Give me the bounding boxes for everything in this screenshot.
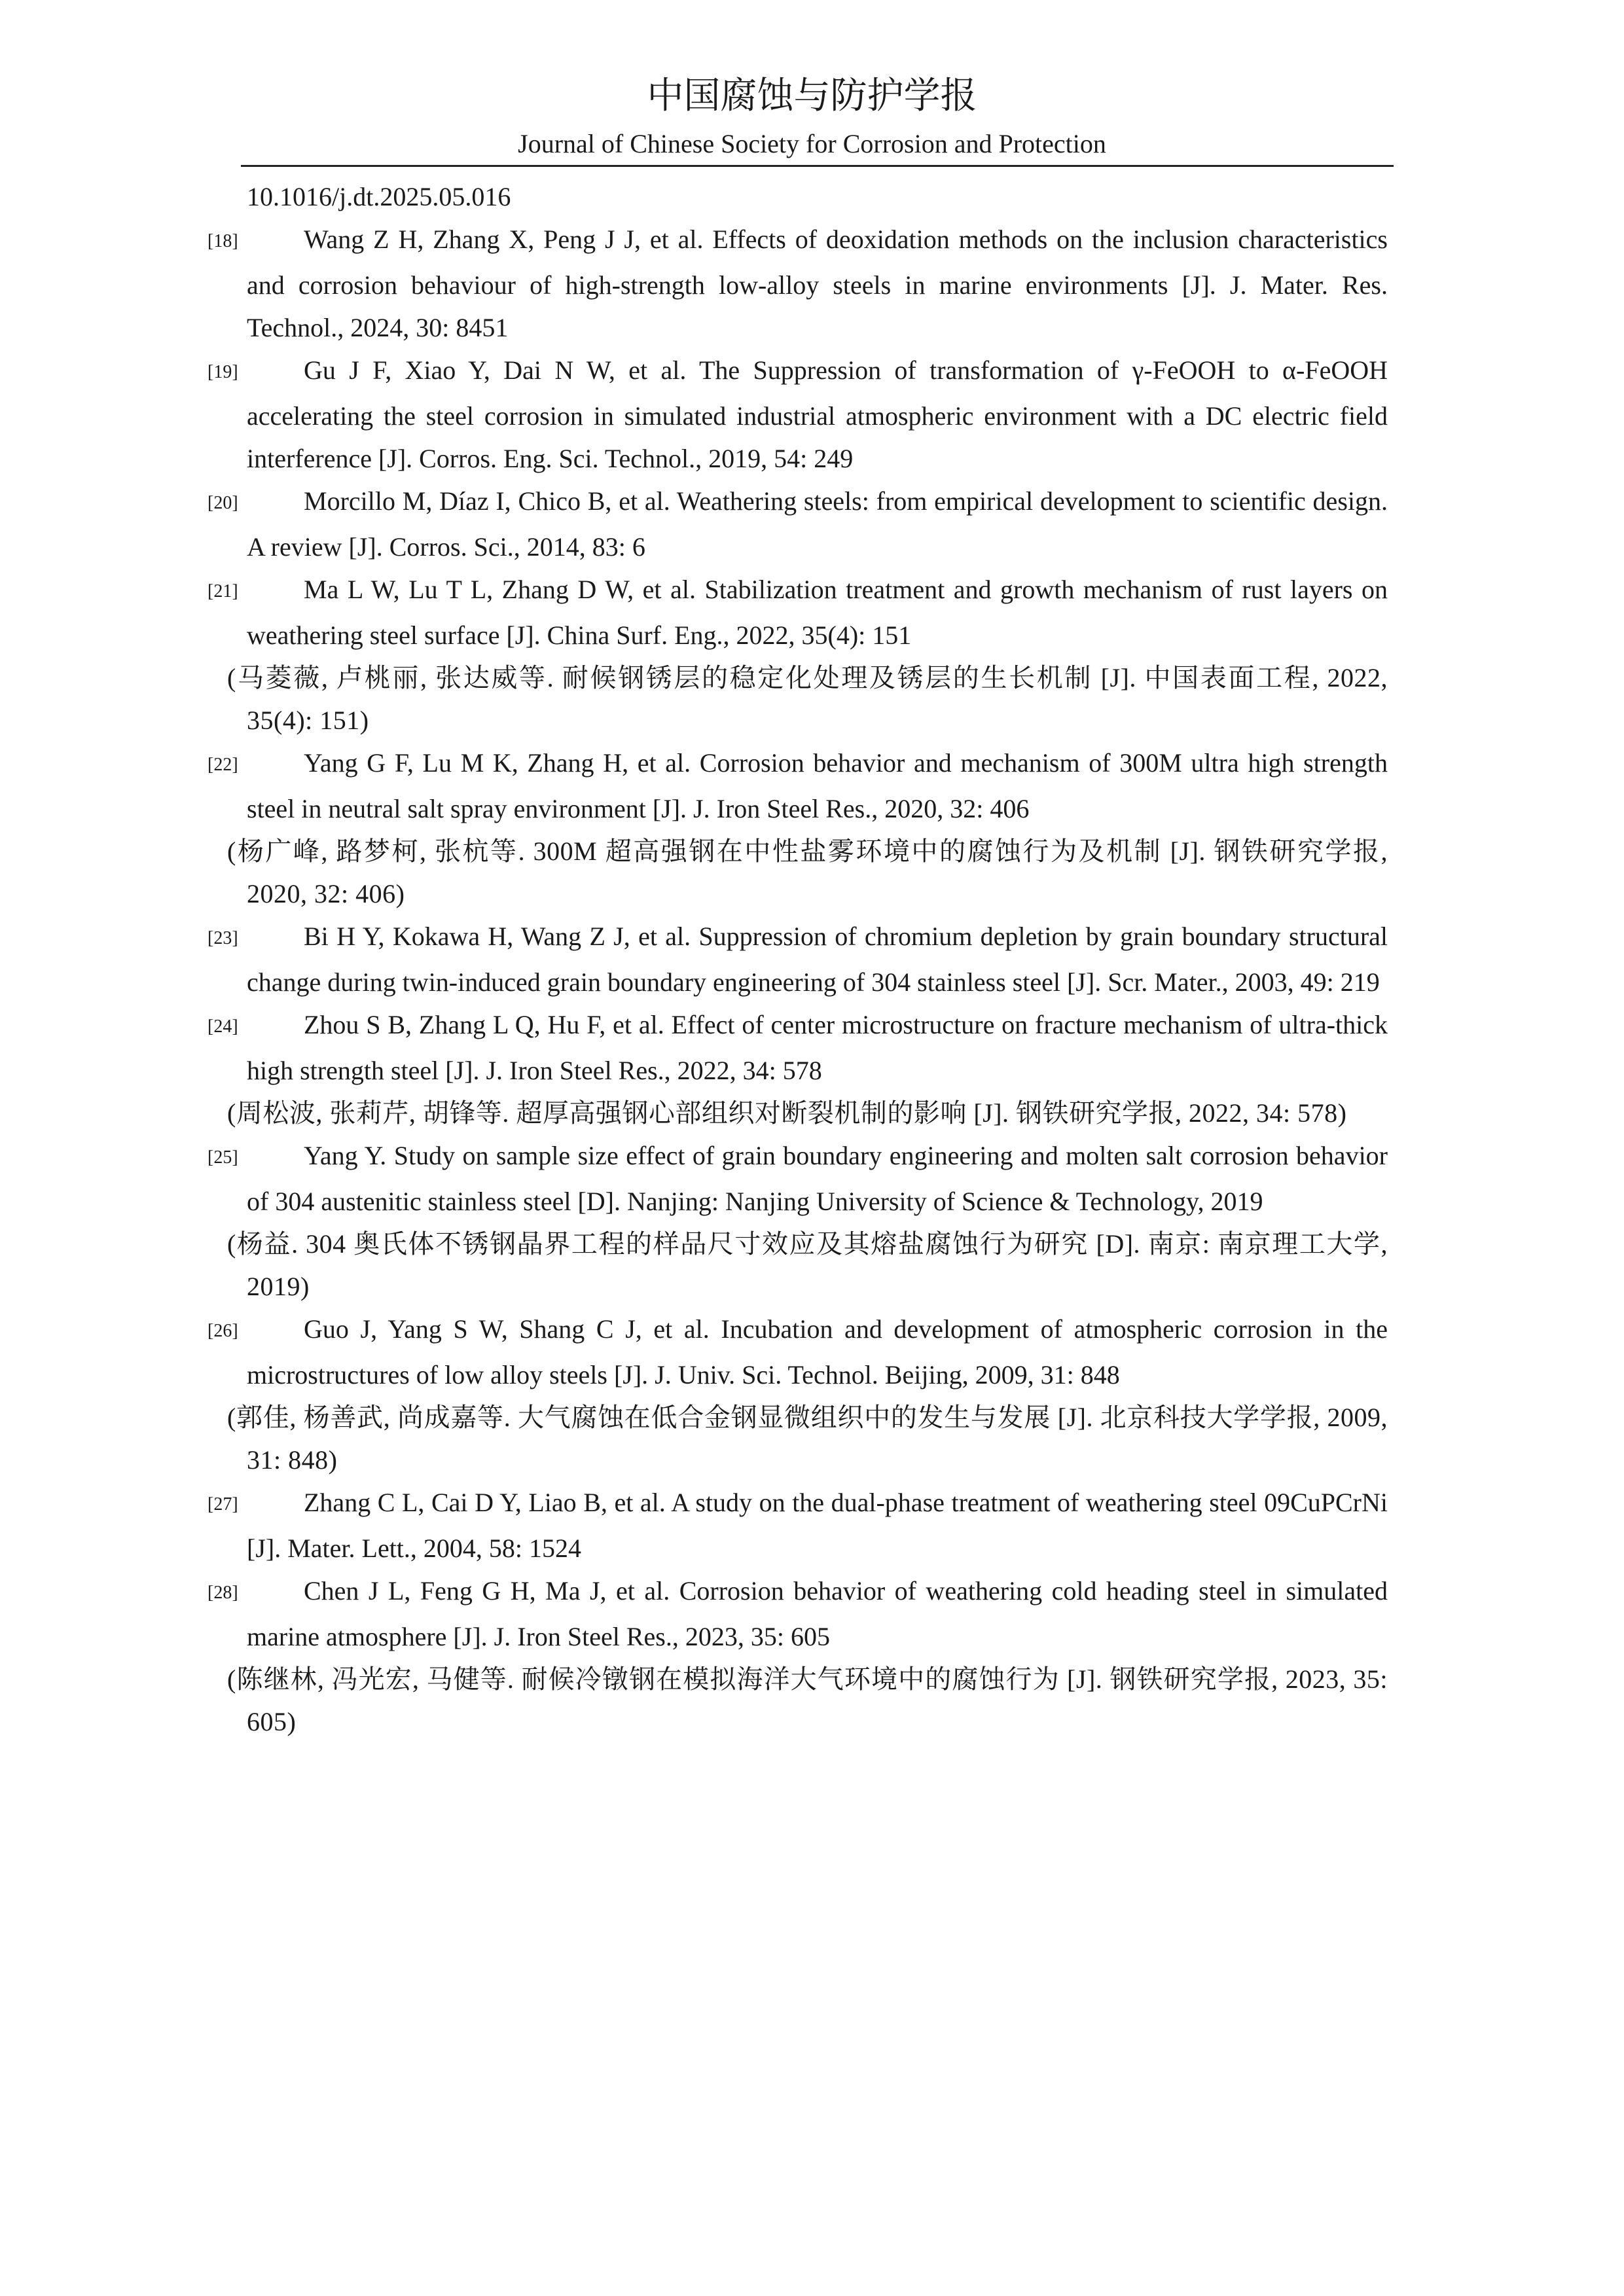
- header-divider: [241, 165, 1394, 167]
- reference-text: Wang Z H, Zhang X, Peng J J, et al. Effects of deoxidation methods on the inclusion characteristics and corrosion behaviour of high-strength low-alloy steels in marine environments [J]. J. Mater. Res. Technol., 2024, 30: 8451: [247, 224, 1388, 342]
- reference-number: [27]: [208, 1494, 238, 1515]
- reference-entry: [208, 568, 1388, 656]
- reference-text: Bi H Y, Kokawa H, Wang Z J, et al. Suppression of chromium depletion by grain boundary structural change during twin-induced grain boundary engineering of 304 stainless steel [J]. Scr. Mater., 2003, 49: 219: [247, 922, 1388, 997]
- reference-text: Morcillo M, Díaz I, Chico B, et al. Weathering steels: from empirical development to scientific design. A review [J]. Corros. Sci., 2014, 83: 6: [247, 486, 1388, 562]
- reference-entry: [208, 1481, 1388, 1570]
- reference-entry: [208, 915, 1388, 1003]
- reference-translation-cn: (周松波, 张莉芹, 胡锋等. 超厚高强钢心部组织对断裂机制的影响 [J]. 钢铁研究学报, 2022, 34: 578): [227, 1098, 1347, 1128]
- reference-number: [22]: [208, 755, 238, 775]
- reference-text: Zhang C L, Cai D Y, Liao B, et al. A study on the dual-phase treatment of weathering steel 09CuPCrNi [J]. Mater. Lett., 2004, 58: 1524: [247, 1488, 1388, 1563]
- reference-text: Yang Y. Study on sample size effect of grain boundary engineering and molten salt corrosion behavior of 304 austenitic stainless steel [D]. Nanjing: Nanjing University of Science & Technology, 2019: [247, 1141, 1388, 1216]
- reference-number: [19]: [208, 362, 238, 382]
- reference-number: [28]: [208, 1583, 238, 1603]
- reference-text: Gu J F, Xiao Y, Dai N W, et al. The Suppression of transformation of γ-FeOOH to α-FeOOH accelerating the steel corrosion in simulated industrial atmospheric environment with a DC electric field interference [J]. Corros. Eng. Sci. Technol., 2019, 54: 249: [247, 355, 1388, 473]
- reference-text: Zhou S B, Zhang L Q, Hu F, et al. Effect of center microstructure on fracture mechanism of ultra-thick high strength steel [J]. J. Iron Steel Res., 2022, 34: 578: [247, 1010, 1388, 1085]
- reference-number: [24]: [208, 1016, 238, 1037]
- reference-entries: [208, 218, 1388, 1743]
- reference-translation-cn: (马菱薇, 卢桃丽, 张达威等. 耐候钢锈层的稳定化处理及锈层的生长机制 [J]. 中国表面工程, 2022, 35(4): 151): [227, 663, 1388, 735]
- reference-entry: [208, 742, 1388, 830]
- reference-list: [208, 175, 1388, 1743]
- reference-translation-cn: (郭佳, 杨善武, 尚成嘉等. 大气腐蚀在低合金钢显微组织中的发生与发展 [J]. 北京科技大学学报, 2009, 31: 848): [227, 1403, 1388, 1475]
- reference-text: Ma L W, Lu T L, Zhang D W, et al. Stabilization treatment and growth mechanism of rust layers on weathering steel surface [J]. China Surf. Eng., 2022, 35(4): 151: [247, 575, 1388, 650]
- reference-number: [20]: [208, 493, 238, 513]
- reference-entry: [208, 1308, 1388, 1396]
- reference-translation-cn: (杨广峰, 路梦柯, 张杭等. 300M 超高强钢在中性盐雾环境中的腐蚀行为及机制 [J]. 钢铁研究学报, 2020, 32: 406): [227, 836, 1388, 908]
- journal-title-en: Journal of Chinese Society for Corrosion and Protection: [518, 129, 1106, 158]
- reference-translation-cn: (陈继林, 冯光宏, 马健等. 耐候冷镦钢在模拟海洋大气环境中的腐蚀行为 [J]. 钢铁研究学报, 2023, 35: 605): [227, 1664, 1388, 1736]
- reference-text: Guo J, Yang S W, Shang C J, et al. Incubation and development of atmospheric corrosion in the microstructures of low alloy steels [J]. J. Univ. Sci. Technol. Beijing, 2009, 31: 848: [247, 1314, 1388, 1390]
- reference-text: Chen J L, Feng G H, Ma J, et al. Corrosion behavior of weathering cold heading steel in simulated marine atmosphere [J]. J. Iron Steel Res., 2023, 35: 605: [247, 1576, 1388, 1651]
- reference-entry: [208, 349, 1388, 480]
- reference-number: [26]: [208, 1321, 238, 1341]
- reference-entry: [208, 1570, 1388, 1658]
- journal-title-cn: 中国腐蚀与防护学报: [647, 76, 977, 117]
- reference-number: [23]: [208, 928, 238, 948]
- reference-translation-cn: (杨益. 304 奥氏体不锈钢晶界工程的样品尺寸效应及其熔盐腐蚀行为研究 [D]. 南京: 南京理工大学, 2019): [227, 1229, 1388, 1301]
- reference-number: [18]: [208, 231, 238, 251]
- reference-entry: [208, 480, 1388, 568]
- reference-entry: [208, 218, 1388, 349]
- reference-number: [21]: [208, 581, 238, 601]
- reference-text: Yang G F, Lu M K, Zhang H, et al. Corrosion behavior and mechanism of 300M ultra high strength steel in neutral salt spray environment [J]. J. Iron Steel Res., 2020, 32: 406: [247, 748, 1388, 823]
- reference-continuation: 10.1016/j.dt.2025.05.016: [247, 182, 511, 211]
- reference-entry: [208, 1134, 1388, 1223]
- reference-entry: [208, 1003, 1388, 1092]
- reference-number: [25]: [208, 1147, 238, 1168]
